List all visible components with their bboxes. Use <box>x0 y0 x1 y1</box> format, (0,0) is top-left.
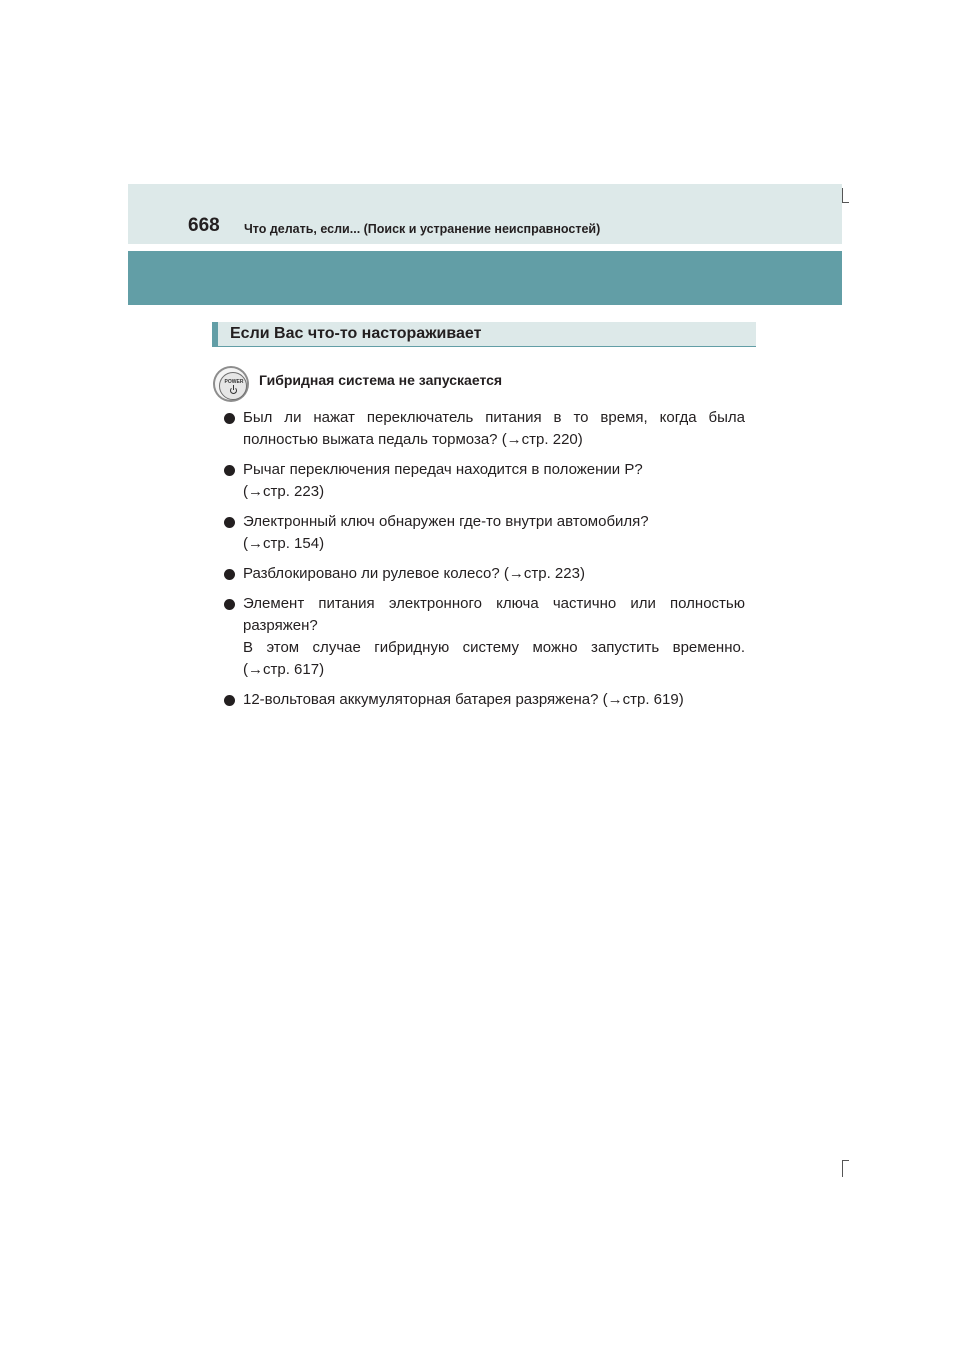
bullet-item <box>224 407 745 451</box>
power-button-label: POWER <box>224 379 244 385</box>
bullet-line: разряжен? <box>243 617 318 634</box>
bullet-dot-icon <box>224 695 235 706</box>
bullet-line: В этом случае гибридную систему можно запустить временно. <box>243 639 745 656</box>
crop-mark-top-right <box>842 188 849 203</box>
chapter-band <box>128 251 842 305</box>
bullet-item <box>224 511 745 555</box>
bullet-dot-icon <box>224 599 235 610</box>
bullet-line: (→стр. 154) <box>243 535 325 552</box>
bullet-line: Электронный ключ обнаружен где-то внутри автомобиля? <box>243 513 649 530</box>
header-title: Что делать, если... (Поиск и устранение неисправностей) <box>244 222 601 236</box>
power-button-icon <box>213 366 249 402</box>
power-symbol-icon <box>230 387 237 394</box>
bullet-line: Рычаг переключения передач находится в положении P? <box>243 461 643 478</box>
bullet-line: полностью выжата педаль тормоза? (→стр. 220) <box>243 431 583 448</box>
bullet-item <box>224 593 745 681</box>
power-button-outer-ring <box>215 368 247 400</box>
section-title: Если Вас что-то настораживает <box>230 325 482 342</box>
bullet-item <box>224 563 745 585</box>
bullet-dot-icon <box>224 569 235 580</box>
bullet-item <box>224 459 745 503</box>
bullet-line: Был ли нажат переключатель питания в то время, когда была <box>243 409 745 426</box>
bullet-line: Элемент питания электронного ключа частично или полностью <box>243 595 745 612</box>
bullet-line: (→стр. 223) <box>243 483 325 500</box>
bullet-line: Разблокировано ли рулевое колесо? (→стр. 223) <box>243 565 585 582</box>
crop-mark-bottom-right <box>842 1160 849 1177</box>
bullet-list <box>224 407 745 719</box>
bullet-line: (→стр. 617) <box>243 661 325 678</box>
section-heading-box <box>212 322 756 347</box>
page-number: 668 <box>188 215 220 236</box>
bullet-dot-icon <box>224 413 235 424</box>
bullet-dot-icon <box>224 517 235 528</box>
bullet-dot-icon <box>224 465 235 476</box>
bullet-line: 12-вольтовая аккумуляторная батарея разряжена? (→стр. 619) <box>243 691 684 708</box>
power-button-inner-ring <box>219 372 247 400</box>
bullet-item <box>224 689 745 711</box>
subheading: Гибридная система не запускается <box>259 372 503 388</box>
